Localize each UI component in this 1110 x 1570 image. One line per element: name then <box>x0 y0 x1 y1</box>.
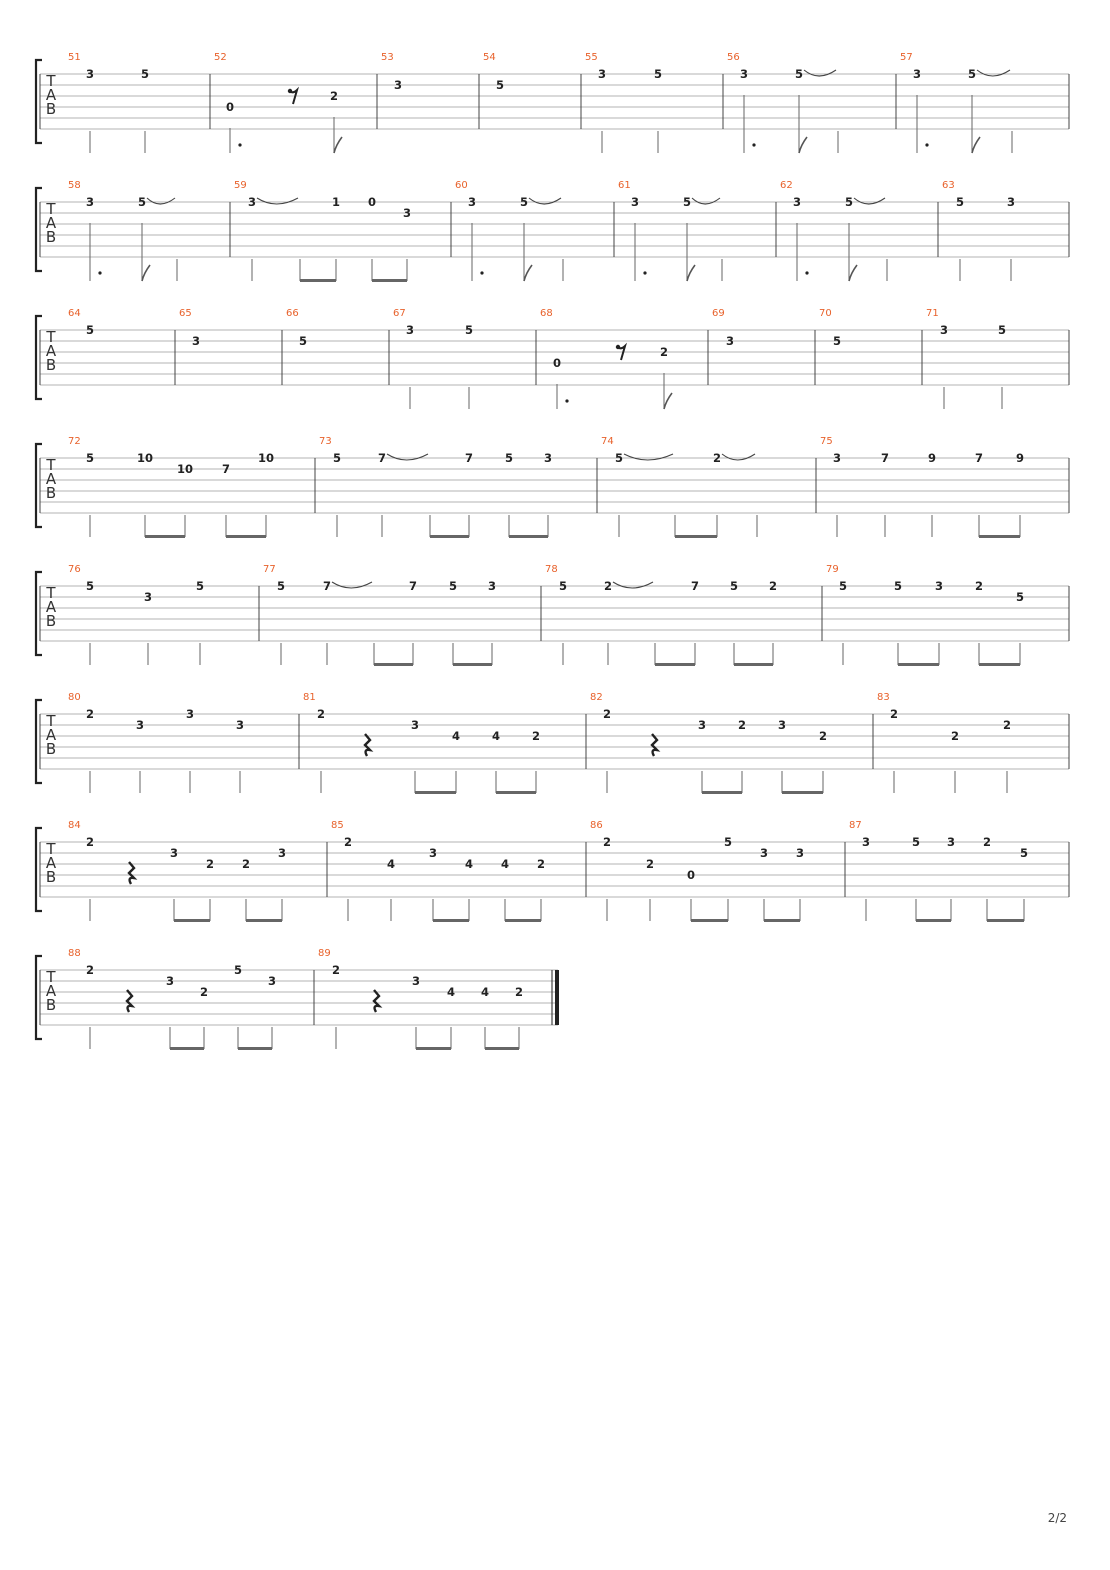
fret-number: 7 <box>408 579 418 593</box>
measure-number: 52 <box>214 52 227 63</box>
fret-number: 9 <box>1015 451 1025 465</box>
final-barline-thick <box>555 970 559 1025</box>
measure-number: 71 <box>926 308 939 319</box>
measure-number: 57 <box>900 52 913 63</box>
fret-number: 3 <box>165 974 175 988</box>
beam <box>509 535 548 538</box>
measure-number: 72 <box>68 436 81 447</box>
fret-number: 2 <box>1002 718 1012 732</box>
fret-number: 2 <box>205 857 215 871</box>
dot <box>238 143 241 146</box>
beam <box>430 535 469 538</box>
fret-number: 3 <box>169 846 179 860</box>
fret-number: 4 <box>480 985 490 999</box>
beam <box>655 663 695 666</box>
fret-number: 2 <box>514 985 524 999</box>
system-bracket <box>36 316 42 399</box>
fret-number: 5 <box>519 195 529 209</box>
fret-number: 3 <box>861 835 871 849</box>
tie <box>257 198 298 204</box>
fret-number: 2 <box>536 857 546 871</box>
fret-number: 5 <box>838 579 848 593</box>
tab-clef-letter: A <box>45 598 57 616</box>
fret-number: 5 <box>85 579 95 593</box>
tab-clef-letter: B <box>45 484 57 502</box>
fret-number: 2 <box>818 729 828 743</box>
measure-number: 84 <box>68 820 81 831</box>
eighth-flag <box>524 265 532 281</box>
fret-number: 1 <box>331 195 341 209</box>
fret-number: 5 <box>653 67 663 81</box>
beam <box>979 535 1020 538</box>
tie <box>624 454 673 460</box>
measure-number: 70 <box>819 308 832 319</box>
tab-clef-letter: A <box>45 982 57 1000</box>
fret-number: 2 <box>85 835 95 849</box>
measure-number: 68 <box>540 308 553 319</box>
fret-number: 2 <box>737 718 747 732</box>
fret-number: 10 <box>176 462 194 476</box>
fret-number: 2 <box>768 579 778 593</box>
fret-number: 3 <box>267 974 277 988</box>
fret-number: 3 <box>739 67 749 81</box>
beam <box>246 919 282 922</box>
beam <box>170 1047 204 1050</box>
beam <box>782 791 823 794</box>
tie <box>529 198 561 204</box>
system-bracket <box>36 828 42 911</box>
fret-number: 2 <box>331 963 341 977</box>
tab-clef-letter: A <box>45 470 57 488</box>
measure-number: 67 <box>393 308 406 319</box>
fret-number: 2 <box>329 89 339 103</box>
fret-number: 5 <box>195 579 205 593</box>
tie <box>722 454 755 460</box>
fret-number: 3 <box>946 835 956 849</box>
measure-number: 78 <box>545 564 558 575</box>
fret-number: 10 <box>136 451 154 465</box>
beam <box>764 919 800 922</box>
fret-number: 3 <box>597 67 607 81</box>
tab-clef-letter: B <box>45 612 57 630</box>
fret-number: 0 <box>686 868 696 882</box>
system-bracket <box>36 188 42 271</box>
beam <box>433 919 469 922</box>
fret-number: 4 <box>464 857 474 871</box>
measure-number: 64 <box>68 308 81 319</box>
dot <box>643 271 646 274</box>
tie <box>854 198 885 204</box>
fret-number: 3 <box>410 718 420 732</box>
measure-number: 82 <box>590 692 603 703</box>
beam <box>145 535 185 538</box>
tab-clef-letter: A <box>45 214 57 232</box>
fret-number: 3 <box>777 718 787 732</box>
tie <box>692 198 720 204</box>
fret-number: 3 <box>185 707 195 721</box>
fret-number: 2 <box>199 985 209 999</box>
system-bracket <box>36 956 42 1039</box>
measure-number: 53 <box>381 52 394 63</box>
beam <box>734 663 773 666</box>
fret-number: 5 <box>729 579 739 593</box>
fret-number: 2 <box>602 835 612 849</box>
fret-number: 3 <box>411 974 421 988</box>
dot <box>565 399 568 402</box>
tab-clef-letter: A <box>45 854 57 872</box>
fret-number: 5 <box>1019 846 1029 860</box>
measure-number: 81 <box>303 692 316 703</box>
fret-number: 5 <box>955 195 965 209</box>
system-bracket <box>36 444 42 527</box>
fret-number: 2 <box>950 729 960 743</box>
tab-clef-letter: T <box>46 200 56 218</box>
fret-number: 2 <box>316 707 326 721</box>
system-bracket <box>36 700 42 783</box>
eighth-flag <box>799 137 807 153</box>
tab-clef-letter: B <box>45 868 57 886</box>
fret-number: 4 <box>386 857 396 871</box>
tab-clef-letter: T <box>46 328 56 346</box>
tab-system <box>36 948 559 1050</box>
tab-clef-letter: B <box>45 100 57 118</box>
fret-number: 2 <box>85 963 95 977</box>
tab-system <box>36 820 1069 922</box>
beam <box>374 663 413 666</box>
fret-number: 3 <box>630 195 640 209</box>
tie <box>387 454 428 460</box>
measure-number: 85 <box>331 820 344 831</box>
fret-number: 7 <box>464 451 474 465</box>
fret-number: 5 <box>504 451 514 465</box>
fret-number: 3 <box>792 195 802 209</box>
eighth-rest-dot <box>288 89 292 93</box>
beam <box>416 1047 451 1050</box>
fret-number: 5 <box>298 334 308 348</box>
fret-number: 7 <box>690 579 700 593</box>
fret-number: 3 <box>402 206 412 220</box>
eighth-flag <box>972 137 980 153</box>
tab-clef-letter: B <box>45 740 57 758</box>
beam <box>898 663 939 666</box>
beam <box>691 919 728 922</box>
fret-number: 5 <box>233 963 243 977</box>
tie <box>613 582 653 588</box>
quarter-rest <box>127 990 132 1012</box>
fret-number: 3 <box>235 718 245 732</box>
tab-clef-letter: A <box>45 86 57 104</box>
tab-clef-letter: A <box>45 342 57 360</box>
fret-number: 7 <box>377 451 387 465</box>
fret-number: 5 <box>495 78 505 92</box>
fret-number: 2 <box>343 835 353 849</box>
fret-number: 3 <box>191 334 201 348</box>
dot <box>98 271 101 274</box>
fret-number: 5 <box>997 323 1007 337</box>
tab-system <box>36 308 1069 409</box>
measure-number: 73 <box>319 436 332 447</box>
quarter-rest <box>365 734 370 756</box>
beam <box>238 1047 272 1050</box>
fret-number: 2 <box>531 729 541 743</box>
beam <box>979 663 1020 666</box>
beam <box>987 919 1024 922</box>
beam <box>300 279 336 282</box>
fret-number: 7 <box>322 579 332 593</box>
fret-number: 3 <box>393 78 403 92</box>
beam <box>485 1047 519 1050</box>
measure-number: 54 <box>483 52 496 63</box>
tab-clef-letter: A <box>45 726 57 744</box>
fret-number: 0 <box>225 100 235 114</box>
dot <box>480 271 483 274</box>
fret-number: 5 <box>448 579 458 593</box>
fret-number: 3 <box>934 579 944 593</box>
eighth-flag <box>849 265 857 281</box>
tab-system <box>36 52 1069 153</box>
tab-system <box>36 436 1069 538</box>
beam <box>174 919 210 922</box>
tab-clef-letter: B <box>45 356 57 374</box>
fret-number: 5 <box>911 835 921 849</box>
fret-number: 2 <box>889 707 899 721</box>
fret-number: 2 <box>974 579 984 593</box>
tab-system <box>36 180 1069 282</box>
tab-clef-letter: B <box>45 228 57 246</box>
measure-number: 59 <box>234 180 247 191</box>
fret-number: 5 <box>723 835 733 849</box>
tab-clef-letter: T <box>46 456 56 474</box>
measure-number: 80 <box>68 692 81 703</box>
measure-number: 65 <box>179 308 192 319</box>
tab-clef-letter: T <box>46 584 56 602</box>
measure-number: 69 <box>712 308 725 319</box>
fret-number: 3 <box>487 579 497 593</box>
tab-clef-letter: T <box>46 840 56 858</box>
dot <box>752 143 755 146</box>
fret-number: 5 <box>893 579 903 593</box>
fret-number: 3 <box>697 718 707 732</box>
fret-number: 5 <box>85 323 95 337</box>
fret-number: 10 <box>257 451 275 465</box>
measure-number: 75 <box>820 436 833 447</box>
fret-number: 5 <box>794 67 804 81</box>
beam <box>496 791 536 794</box>
tab-clef-letter: T <box>46 712 56 730</box>
fret-number: 5 <box>682 195 692 209</box>
measure-number: 56 <box>727 52 740 63</box>
fret-number: 3 <box>543 451 553 465</box>
fret-number: 2 <box>645 857 655 871</box>
eighth-flag <box>687 265 695 281</box>
fret-number: 2 <box>659 345 669 359</box>
tie <box>804 70 836 76</box>
fret-number: 9 <box>927 451 937 465</box>
measure-number: 87 <box>849 820 862 831</box>
fret-number: 5 <box>332 451 342 465</box>
fret-number: 3 <box>1006 195 1016 209</box>
fret-number: 0 <box>552 356 562 370</box>
beam <box>372 279 407 282</box>
measure-number: 51 <box>68 52 81 63</box>
fret-number: 3 <box>795 846 805 860</box>
tie <box>147 198 175 204</box>
eighth-rest-dot <box>616 345 620 349</box>
beam <box>675 535 717 538</box>
measure-number: 77 <box>263 564 276 575</box>
fret-number: 2 <box>603 579 613 593</box>
tab-system <box>36 564 1069 666</box>
measure-number: 66 <box>286 308 299 319</box>
dot <box>805 271 808 274</box>
fret-number: 3 <box>832 451 842 465</box>
fret-number: 4 <box>500 857 510 871</box>
beam <box>415 791 456 794</box>
measure-number: 61 <box>618 180 631 191</box>
fret-number: 5 <box>464 323 474 337</box>
fret-number: 7 <box>221 462 231 476</box>
beam <box>505 919 541 922</box>
tab-clef-letter: T <box>46 72 56 90</box>
fret-number: 3 <box>85 195 95 209</box>
fret-number: 3 <box>143 590 153 604</box>
fret-number: 5 <box>844 195 854 209</box>
fret-number: 0 <box>367 195 377 209</box>
measure-number: 88 <box>68 948 81 959</box>
measure-number: 76 <box>68 564 81 575</box>
fret-number: 2 <box>982 835 992 849</box>
tie <box>332 582 372 588</box>
measure-number: 63 <box>942 180 955 191</box>
measure-number: 60 <box>455 180 468 191</box>
quarter-rest <box>374 990 379 1012</box>
tab-clef-letter: B <box>45 996 57 1014</box>
fret-number: 5 <box>1015 590 1025 604</box>
fret-number: 4 <box>451 729 461 743</box>
fret-number: 2 <box>712 451 722 465</box>
beam <box>226 535 266 538</box>
fret-number: 7 <box>880 451 890 465</box>
tie <box>977 70 1010 76</box>
beam <box>453 663 492 666</box>
eighth-flag <box>664 393 672 409</box>
measure-number: 74 <box>601 436 614 447</box>
eighth-flag <box>142 265 150 281</box>
fret-number: 3 <box>428 846 438 860</box>
fret-number: 2 <box>602 707 612 721</box>
tab-clef-letter: T <box>46 968 56 986</box>
fret-number: 4 <box>446 985 456 999</box>
fret-number: 2 <box>85 707 95 721</box>
fret-number: 3 <box>405 323 415 337</box>
fret-number: 3 <box>912 67 922 81</box>
beam <box>702 791 742 794</box>
fret-number: 3 <box>759 846 769 860</box>
fret-number: 7 <box>974 451 984 465</box>
measure-number: 58 <box>68 180 81 191</box>
fret-number: 5 <box>276 579 286 593</box>
measure-number: 62 <box>780 180 793 191</box>
fret-number: 3 <box>135 718 145 732</box>
measure-number: 79 <box>826 564 839 575</box>
fret-number: 3 <box>939 323 949 337</box>
tab-system <box>36 692 1069 794</box>
measure-number: 83 <box>877 692 890 703</box>
fret-number: 4 <box>491 729 501 743</box>
fret-number: 5 <box>558 579 568 593</box>
page-number: 2/2 <box>1047 1511 1067 1525</box>
fret-number: 3 <box>247 195 257 209</box>
system-bracket <box>36 572 42 655</box>
measure-number: 89 <box>318 948 331 959</box>
fret-number: 5 <box>967 67 977 81</box>
fret-number: 5 <box>85 451 95 465</box>
beam <box>916 919 951 922</box>
fret-number: 3 <box>85 67 95 81</box>
fret-number: 5 <box>614 451 624 465</box>
fret-number: 5 <box>137 195 147 209</box>
fret-number: 5 <box>832 334 842 348</box>
fret-number: 2 <box>241 857 251 871</box>
system-bracket <box>36 60 42 143</box>
measure-number: 86 <box>590 820 603 831</box>
fret-number: 3 <box>725 334 735 348</box>
measure-number: 55 <box>585 52 598 63</box>
fret-number: 5 <box>140 67 150 81</box>
quarter-rest <box>652 734 657 756</box>
dot <box>925 143 928 146</box>
eighth-flag <box>334 137 342 153</box>
fret-number: 3 <box>277 846 287 860</box>
fret-number: 3 <box>467 195 477 209</box>
quarter-rest <box>129 862 134 884</box>
